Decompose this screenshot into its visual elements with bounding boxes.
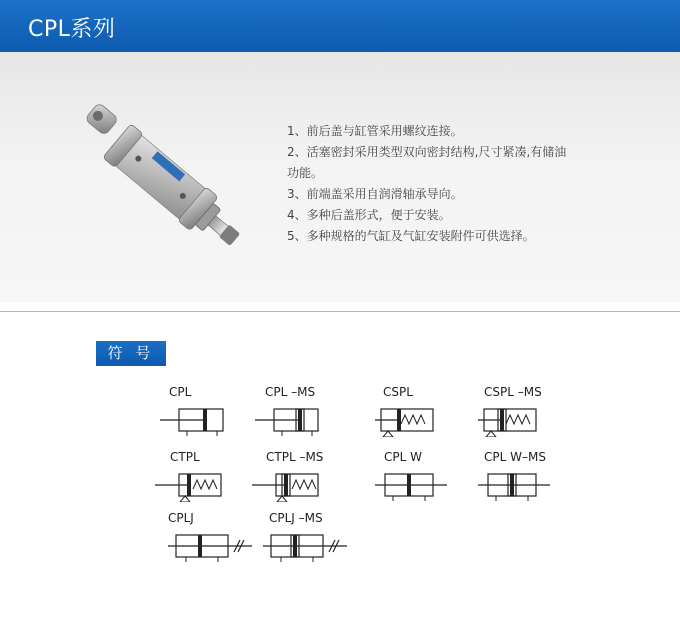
- symbol-label: CTPL: [170, 450, 200, 464]
- feature-item: 1、前后盖与缸管采用螺纹连接。: [287, 124, 463, 138]
- product-hero: [0, 52, 680, 302]
- cylinder-symbol-icon: [255, 402, 325, 437]
- page-header: [0, 0, 680, 52]
- feature-list: [287, 121, 647, 247]
- symbol-label: CPL: [169, 385, 192, 399]
- cylinder-symbol-icon: [478, 467, 550, 502]
- cylinder-symbol-icon: [155, 467, 227, 502]
- cylinder-symbol-icon: [160, 402, 230, 437]
- symbols-section-label: 符 号: [96, 341, 166, 366]
- feature-item: 2、活塞密封采用类型双向密封结构,尺寸紧凑,有储油: [287, 145, 567, 159]
- symbol-label: CPL W–MS: [484, 450, 546, 464]
- page-title: CPL系列: [28, 17, 116, 42]
- cylinder-symbol-icon: [252, 467, 324, 502]
- symbol-label: CPLJ –MS: [269, 511, 323, 525]
- symbol-label: CPL –MS: [265, 385, 316, 399]
- cylinder-product-image: [74, 96, 249, 266]
- cylinder-symbol-icon: [478, 402, 548, 437]
- symbol-label: CSPL –MS: [484, 385, 542, 399]
- symbol-label: CPLJ: [168, 511, 194, 525]
- feature-item: 5、多种规格的气缸及气缸安装附件可供选择。: [287, 229, 535, 243]
- feature-item: 4、多种后盖形式，便于安装。: [287, 208, 451, 222]
- symbol-label: CPL W: [384, 450, 422, 464]
- cylinder-symbol-icon: [375, 467, 447, 502]
- feature-item: 功能。: [287, 166, 324, 180]
- cylinder-symbol-icon: [168, 528, 254, 563]
- symbol-label: CSPL: [383, 385, 413, 399]
- feature-item: 3、前端盖采用自润滑轴承导向。: [287, 187, 463, 201]
- cylinder-symbol-icon: [375, 402, 445, 437]
- symbol-label: CTPL –MS: [266, 450, 324, 464]
- section-divider: [0, 311, 680, 312]
- cylinder-symbol-icon: [263, 528, 349, 563]
